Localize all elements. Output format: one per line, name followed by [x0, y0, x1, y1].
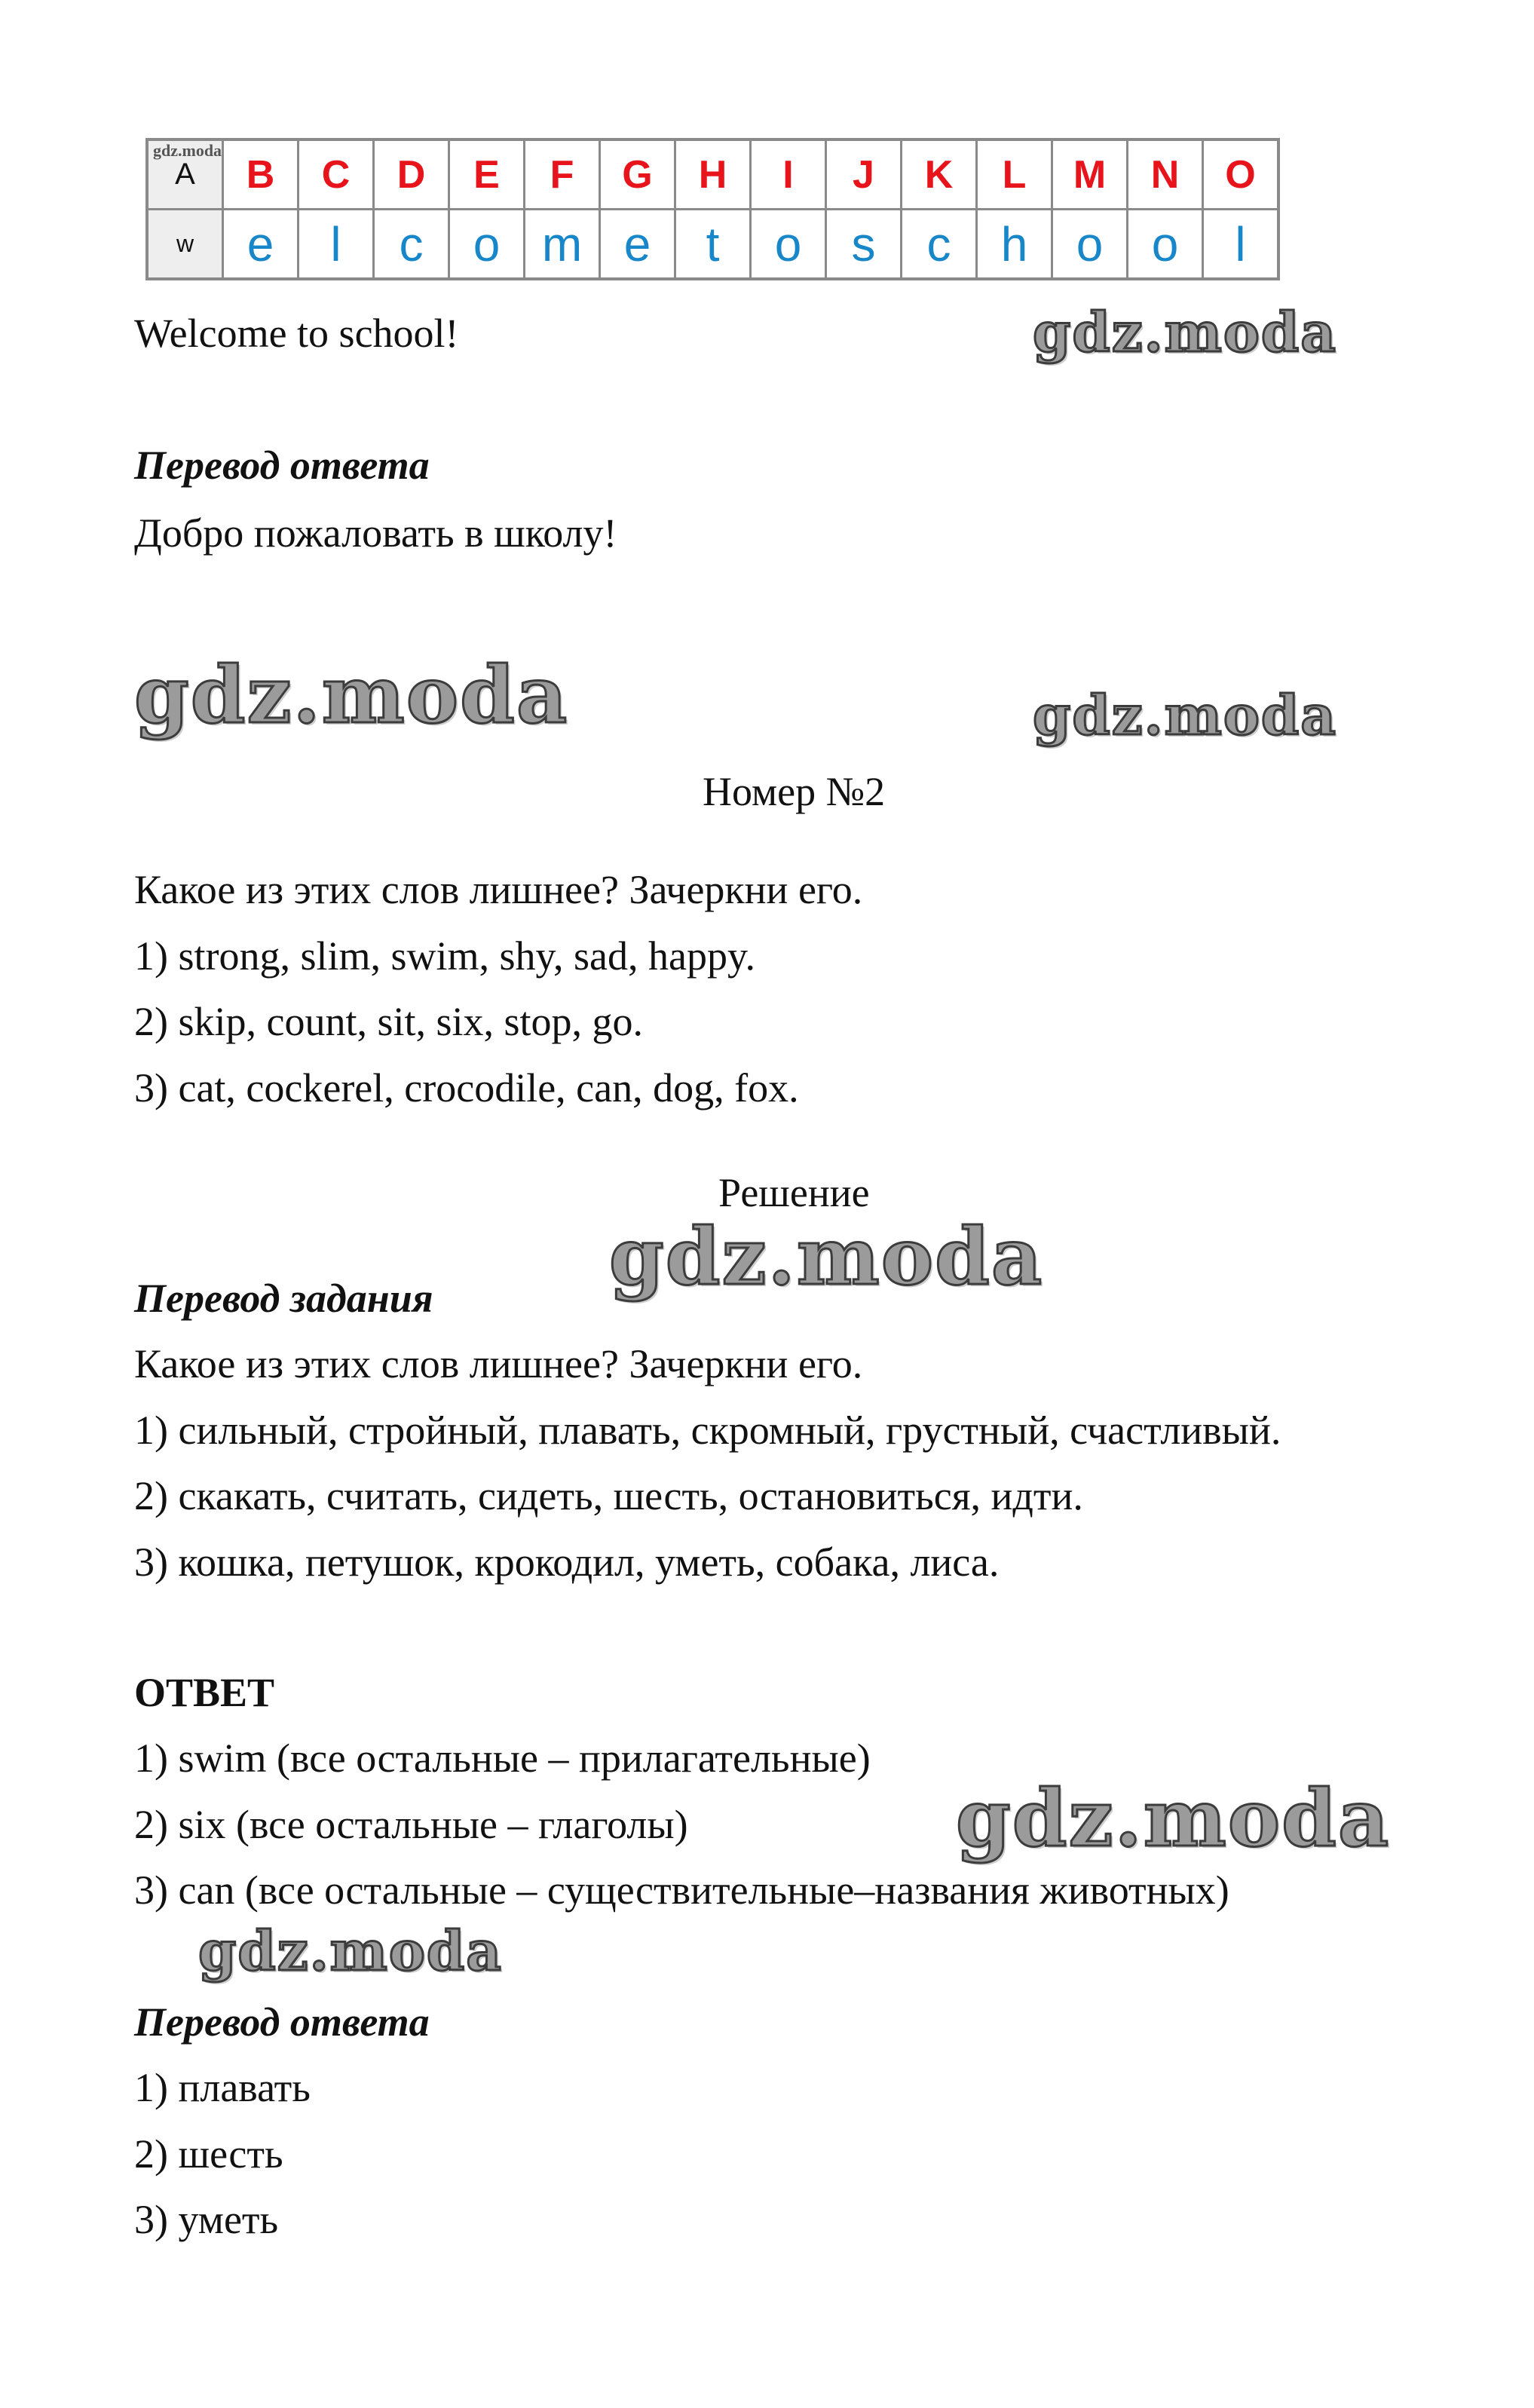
watermark: gdz.moda: [1033, 300, 1337, 364]
cipher-cell: w: [147, 210, 223, 280]
cipher-cell: G: [600, 139, 675, 210]
answer-translation-item: 1) плавать: [134, 2065, 311, 2110]
cipher-cell: o: [1128, 210, 1203, 280]
cipher-cell: t: [675, 210, 751, 280]
cipher-cell: l: [299, 210, 374, 280]
task-2-question: Какое из этих слов лишнее? Зачеркни его.: [134, 867, 863, 912]
cipher-cell: H: [675, 139, 751, 210]
cipher-cell: N: [1128, 139, 1203, 210]
answer-1-text: Welcome to school!: [134, 311, 459, 356]
task-2-item: 3) cat, cockerel, crocodile, can, dog, fox.: [134, 1065, 799, 1111]
translation-1-heading: Перевод ответа: [134, 443, 430, 488]
task-2-item: 1) strong, slim, swim, shy, sad, happy.: [134, 933, 755, 979]
cipher-cell: h: [977, 210, 1052, 280]
cipher-table: [145, 138, 1280, 280]
cipher-cell: C: [299, 139, 374, 210]
cipher-cell: o: [751, 210, 826, 280]
answer-item: 3) can (все остальные – существительные–названия животных): [134, 1867, 1229, 1913]
cipher-cell: gdz.moda A: [147, 139, 223, 210]
watermark: gdz.moda: [198, 1919, 503, 1983]
cipher-cell: K: [902, 139, 977, 210]
solution-title: Решение: [718, 1170, 870, 1215]
cipher-cell: M: [1052, 139, 1128, 210]
cipher-cell: E: [449, 139, 525, 210]
answer-heading: ОТВЕТ: [134, 1670, 275, 1715]
answer-translation-heading: Перевод ответа: [134, 1999, 430, 2045]
cipher-cell: c: [902, 210, 977, 280]
cipher-cell: m: [525, 210, 600, 280]
cipher-letters-row: [147, 139, 1278, 210]
answer-item: 1) swim (все остальные – прилагательные): [134, 1736, 871, 1781]
cipher-cell: o: [449, 210, 525, 280]
cipher-cell: I: [751, 139, 826, 210]
task-2-item: 2) skip, count, sit, six, stop, go.: [134, 999, 644, 1044]
watermark: gdz.moda: [1033, 683, 1337, 747]
cipher-cell: e: [223, 210, 299, 280]
solution-heading: Перевод задания: [134, 1276, 433, 1321]
cipher-cell: D: [374, 139, 449, 210]
answer-item: 2) six (все остальные – глаголы): [134, 1802, 688, 1847]
answer-translation-item: 3) уметь: [134, 2197, 279, 2242]
solution-question: Какое из этих слов лишнее? Зачеркни его.: [134, 1341, 863, 1386]
watermark: gdz.moda: [134, 648, 569, 741]
cipher-cell: L: [977, 139, 1052, 210]
cipher-cell: l: [1203, 210, 1279, 280]
solution-item: 1) сильный, стройный, плавать, скромный, грустный, счастливый.: [134, 1408, 1281, 1453]
answer-translation-item: 2) шесть: [134, 2131, 283, 2177]
cipher-cell: F: [525, 139, 600, 210]
cipher-cell: B: [223, 139, 299, 210]
cipher-cell: o: [1052, 210, 1128, 280]
cipher-cell: O: [1203, 139, 1279, 210]
watermark: gdz.moda: [956, 1772, 1391, 1864]
cipher-cell: s: [826, 210, 902, 280]
cipher-answer-row: [147, 210, 1278, 280]
translation-1-text: Добро пожаловать в школу!: [134, 510, 617, 556]
cipher-cell: e: [600, 210, 675, 280]
cipher-cell: J: [826, 139, 902, 210]
task-2-title: Номер №2: [703, 769, 886, 814]
solution-item: 3) кошка, петушок, крокодил, уметь, собака, лиса.: [134, 1539, 1000, 1585]
watermark: gdz.moda: [609, 1210, 1044, 1303]
cipher-cell: c: [374, 210, 449, 280]
solution-item: 2) скакать, считать, сидеть, шесть, остановиться, идти.: [134, 1473, 1083, 1518]
cell-watermark: gdz.moda: [153, 141, 222, 160]
